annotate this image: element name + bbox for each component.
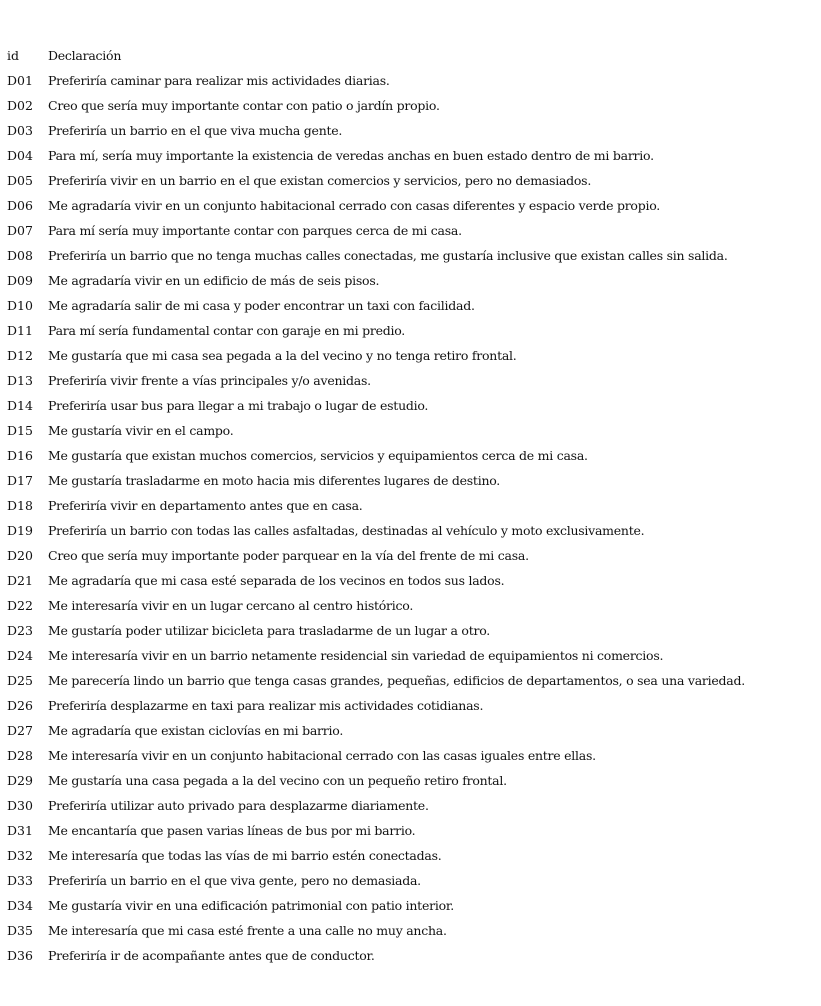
- table-row: [7, 868, 817, 893]
- row-declaration: Me agradaría vivir en un edificio de más de seis pisos.: [48, 273, 380, 288]
- row-declaration: Me gustaría que existan muchos comercios, servicios y equipamientos cerca de mi casa.: [48, 448, 588, 463]
- table-body: [7, 68, 817, 968]
- table-row: [7, 418, 817, 443]
- row-declaration: Preferiría vivir en departamento antes que en casa.: [48, 498, 363, 513]
- table-row: [7, 168, 817, 193]
- table-row: [7, 668, 817, 693]
- row-id: D09: [7, 273, 33, 288]
- table-row: [7, 768, 817, 793]
- row-declaration: Preferiría caminar para realizar mis actividades diarias.: [48, 73, 390, 88]
- row-declaration: Me gustaría una casa pegada a la del vecino con un pequeño retiro frontal.: [48, 773, 507, 788]
- table-row: [7, 68, 817, 93]
- row-declaration: Preferiría un barrio que no tenga muchas calles conectadas, me gustaría inclusive que existan calles sin salida.: [48, 248, 728, 263]
- row-id: D19: [7, 523, 33, 538]
- row-id: D33: [7, 873, 33, 888]
- table-row: [7, 693, 817, 718]
- table-row: [7, 93, 817, 118]
- table-row: [7, 368, 817, 393]
- row-id: D25: [7, 673, 33, 688]
- row-declaration: Preferiría un barrio con todas las calles asfaltadas, destinadas al vehículo y moto exclusivamente.: [48, 523, 645, 538]
- table-row: [7, 443, 817, 468]
- row-declaration: Me gustaría trasladarme en moto hacia mis diferentes lugares de destino.: [48, 473, 501, 488]
- row-declaration: Me gustaría vivir en el campo.: [48, 423, 234, 438]
- row-declaration: Preferiría usar bus para llegar a mi trabajo o lugar de estudio.: [48, 398, 429, 413]
- table-row: [7, 943, 817, 968]
- row-id: D24: [7, 648, 33, 663]
- row-declaration: Me interesaría vivir en un conjunto habitacional cerrado con las casas iguales entre ellas.: [48, 748, 596, 763]
- table-row: [7, 743, 817, 768]
- row-id: D20: [7, 548, 33, 563]
- table-row: [7, 468, 817, 493]
- table-row: [7, 793, 817, 818]
- row-id: D31: [7, 823, 33, 838]
- table-row: [7, 843, 817, 868]
- table-row: [7, 593, 817, 618]
- row-id: D32: [7, 848, 33, 863]
- row-id: D08: [7, 248, 33, 263]
- table-row: [7, 493, 817, 518]
- row-declaration: Preferiría desplazarme en taxi para realizar mis actividades cotidianas.: [48, 698, 484, 713]
- row-id: D29: [7, 773, 33, 788]
- row-id: D23: [7, 623, 33, 638]
- table-row: [7, 393, 817, 418]
- table-row: [7, 118, 817, 143]
- row-id: D11: [7, 323, 33, 338]
- table-row: [7, 343, 817, 368]
- table-row: [7, 818, 817, 843]
- row-declaration: Para mí sería fundamental contar con garaje en mi predio.: [48, 323, 405, 338]
- row-declaration: Me agradaría que existan ciclovías en mi barrio.: [48, 723, 344, 738]
- row-id: D34: [7, 898, 33, 913]
- table-header-row: [7, 43, 817, 68]
- table-row: [7, 293, 817, 318]
- row-declaration: Me gustaría que mi casa sea pegada a la del vecino y no tenga retiro frontal.: [48, 348, 517, 363]
- row-declaration: Creo que sería muy importante contar con patio o jardín propio.: [48, 98, 440, 113]
- row-declaration: Me agradaría vivir en un conjunto habitacional cerrado con casas diferentes y espacio verde propio.: [48, 198, 660, 213]
- row-declaration: Me agradaría que mi casa esté separada de los vecinos en todos sus lados.: [48, 573, 505, 588]
- table-row: [7, 543, 817, 568]
- table-row: [7, 193, 817, 218]
- table-row: [7, 568, 817, 593]
- row-declaration: Preferiría ir de acompañante antes que de conductor.: [48, 948, 375, 963]
- row-id: D36: [7, 948, 33, 963]
- row-declaration: Preferiría un barrio en el que viva mucha gente.: [48, 123, 343, 138]
- table-row: [7, 243, 817, 268]
- row-id: D05: [7, 173, 33, 188]
- row-id: D02: [7, 98, 33, 113]
- row-id: D04: [7, 148, 33, 163]
- row-id: D18: [7, 498, 33, 513]
- row-declaration: Me interesaría vivir en un barrio netamente residencial sin variedad de equipamientos ni comercios.: [48, 648, 664, 663]
- header-id: id: [7, 48, 19, 63]
- table-row: [7, 268, 817, 293]
- row-declaration: Me gustaría vivir en una edificación patrimonial con patio interior.: [48, 898, 454, 913]
- row-declaration: Preferiría un barrio en el que viva gente, pero no demasiada.: [48, 873, 421, 888]
- row-id: D07: [7, 223, 33, 238]
- table-row: [7, 643, 817, 668]
- table-row: [7, 618, 817, 643]
- row-declaration: Me gustaría poder utilizar bicicleta para trasladarme de un lugar a otro.: [48, 623, 490, 638]
- table-row: [7, 518, 817, 543]
- row-declaration: Preferiría utilizar auto privado para desplazarme diariamente.: [48, 798, 429, 813]
- row-declaration: Me agradaría salir de mi casa y poder encontrar un taxi con facilidad.: [48, 298, 475, 313]
- row-declaration: Me parecería lindo un barrio que tenga casas grandes, pequeñas, edificios de departamentos, o sea una variedad.: [48, 673, 745, 688]
- row-declaration: Preferiría vivir frente a vías principales y/o avenidas.: [48, 373, 371, 388]
- row-declaration: Creo que sería muy importante poder parquear en la vía del frente de mi casa.: [48, 548, 529, 563]
- row-id: D14: [7, 398, 33, 413]
- row-id: D01: [7, 73, 33, 88]
- row-id: D03: [7, 123, 33, 138]
- table-row: [7, 143, 817, 168]
- row-id: D27: [7, 723, 33, 738]
- row-declaration: Me interesaría que mi casa esté frente a una calle no muy ancha.: [48, 923, 447, 938]
- row-id: D22: [7, 598, 33, 613]
- row-id: D13: [7, 373, 33, 388]
- row-id: D12: [7, 348, 33, 363]
- row-id: D15: [7, 423, 33, 438]
- row-declaration: Me interesaría que todas las vías de mi barrio estén conectadas.: [48, 848, 442, 863]
- row-id: D35: [7, 923, 33, 938]
- row-id: D17: [7, 473, 33, 488]
- row-declaration: Para mí, sería muy importante la existencia de veredas anchas en buen estado dentro de mi barrio.: [48, 148, 654, 163]
- row-id: D10: [7, 298, 33, 313]
- row-declaration: Para mí sería muy importante contar con parques cerca de mi casa.: [48, 223, 462, 238]
- row-id: D26: [7, 698, 33, 713]
- table-row: [7, 218, 817, 243]
- row-declaration: Me interesaría vivir en un lugar cercano al centro histórico.: [48, 598, 414, 613]
- row-declaration: Me encantaría que pasen varias líneas de bus por mi barrio.: [48, 823, 416, 838]
- row-id: D06: [7, 198, 33, 213]
- header-declaracion: Declaración: [48, 48, 122, 63]
- row-id: D16: [7, 448, 33, 463]
- table-row: [7, 893, 817, 918]
- table-row: [7, 718, 817, 743]
- row-id: D28: [7, 748, 33, 763]
- row-declaration: Preferiría vivir en un barrio en el que existan comercios y servicios, pero no demasiados.: [48, 173, 592, 188]
- declarations-table: [7, 43, 817, 968]
- row-id: D30: [7, 798, 33, 813]
- table-row: [7, 918, 817, 943]
- table-row: [7, 318, 817, 343]
- row-id: D21: [7, 573, 33, 588]
